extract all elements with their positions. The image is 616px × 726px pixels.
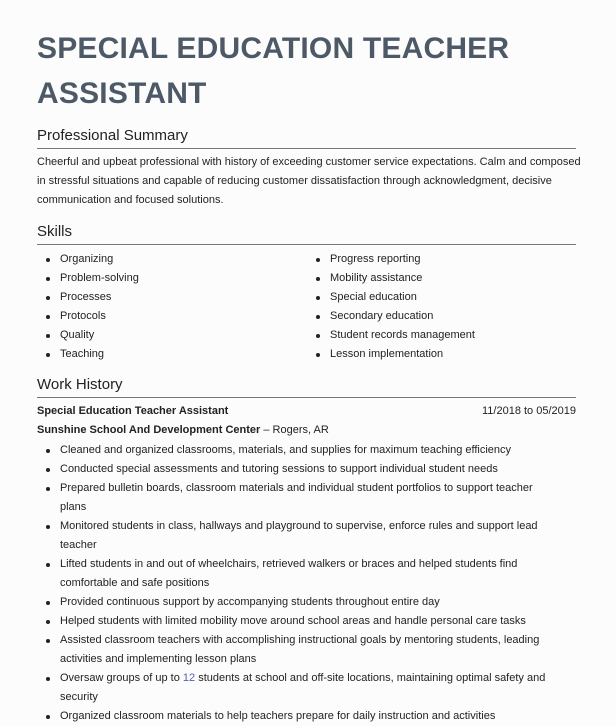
list-item (37, 669, 557, 707)
skills-column-2 (307, 250, 577, 364)
job-location: – Rogers, AR (260, 424, 329, 436)
list-item: Lesson implementation (307, 345, 577, 364)
list-item: Lifted students in and out of wheelchairs, retrieved walkers or braces and helped students find comfortable and safe positions (37, 555, 557, 593)
list-item: Assisted classroom teachers with accomplishing instructional goals by mentoring students, leading activities and implementing lesson plans (37, 631, 557, 669)
oversaw-after: students at school and off-site locations, maintaining optimal safety and security (60, 672, 546, 703)
list-item: Helped students with limited mobility move around school areas and handle personal care tasks (37, 612, 557, 631)
list-item: Problem-solving (37, 269, 307, 288)
list-item: Special education (307, 288, 577, 307)
job-title: Special Education Teacher Assistant (37, 405, 229, 417)
summary-text: Cheerful and upbeat professional with history of exceeding customer service expectations. Calm and composed in stressful situations and capable of reducing customer dissatisfaction through acknowledgment, decisive communication and focused solutions. (37, 156, 581, 206)
oversaw-before: Oversaw groups of up to (60, 672, 183, 684)
skills-column-1 (37, 250, 307, 364)
employer: Sunshine School And Development Center (37, 424, 261, 436)
resume-title: SPECIAL EDUCATION TEACHER ASSISTANT (37, 32, 510, 110)
list-item: Prepared bulletin boards, classroom materials and individual student portfolios to support teacher plans (37, 479, 557, 517)
list-item: Secondary education (307, 307, 577, 326)
list-item: Cleaned and organized classrooms, materials, and supplies for maximum teaching efficiency (37, 441, 557, 460)
job-entry (37, 402, 576, 440)
section-heading-skills: Skills (37, 223, 576, 245)
skills-list (37, 250, 582, 364)
list-item: Organized classroom materials to help teachers prepare for daily instruction and activities (37, 707, 557, 726)
job-bullets (37, 441, 557, 726)
list-item: Mobility assistance (307, 269, 577, 288)
list-item: Processes (37, 288, 307, 307)
section-heading-work-history: Work History (37, 376, 576, 398)
list-item: Teaching (37, 345, 307, 364)
list-item: Student records management (307, 326, 577, 345)
list-item: Quality (37, 326, 307, 345)
list-item: Provided continuous support by accompanying students throughout entire day (37, 593, 557, 612)
list-item: Protocols (37, 307, 307, 326)
section-heading-summary: Professional Summary (37, 127, 576, 149)
job-dates: 11/2018 to 05/2019 (482, 405, 576, 417)
list-item: Monitored students in class, hallways and playground to supervise, enforce rules and support lead teacher (37, 517, 557, 555)
list-item: Progress reporting (307, 250, 577, 269)
list-item: Organizing (37, 250, 307, 269)
list-item: Conducted special assessments and tutoring sessions to support individual student needs (37, 460, 557, 479)
oversaw-number: 12 (182, 672, 196, 684)
